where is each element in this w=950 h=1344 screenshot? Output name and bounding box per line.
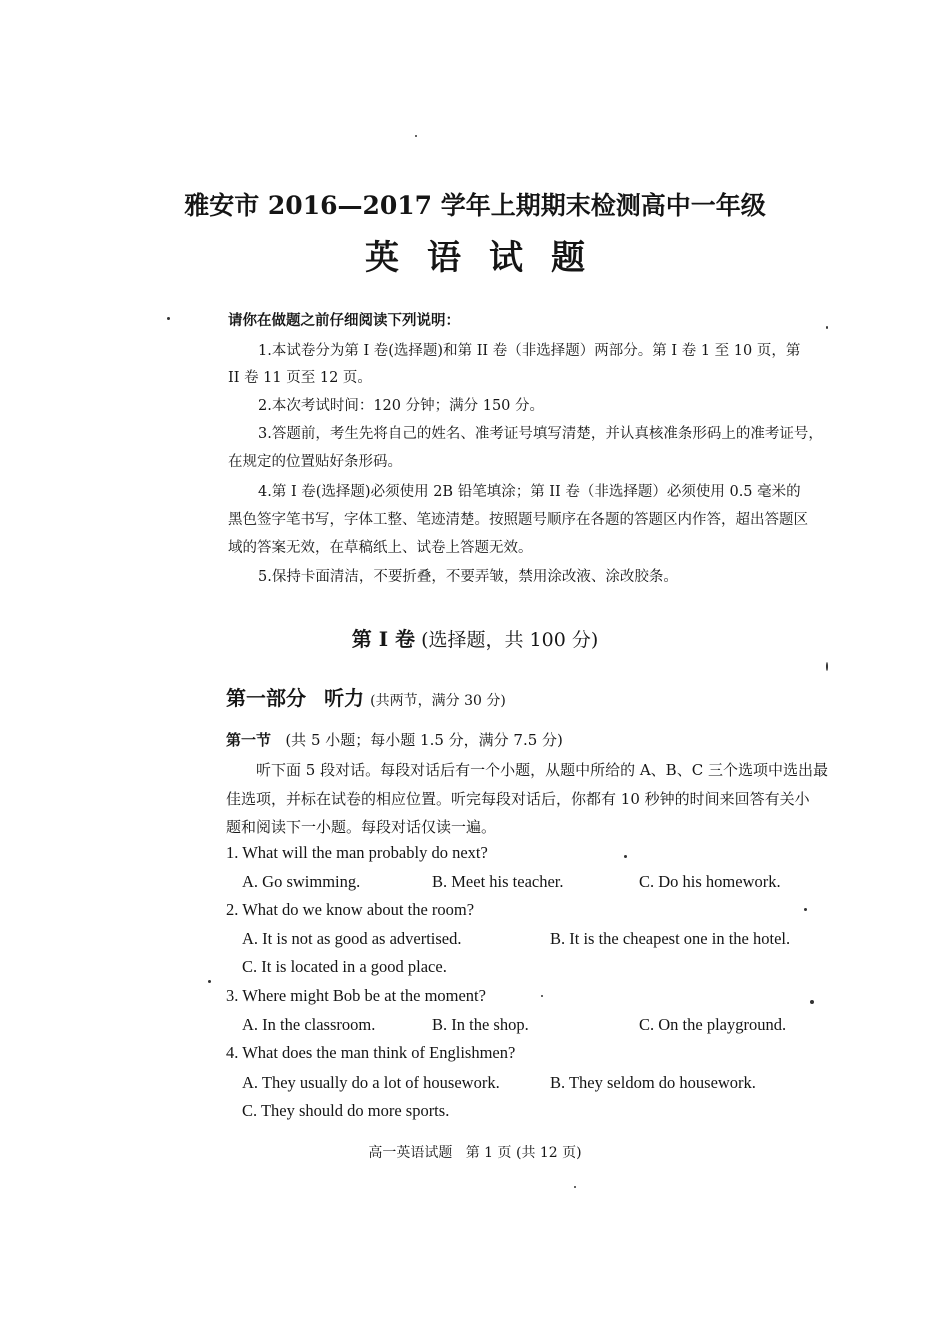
footer-subject: 高一英语试题 bbox=[368, 1145, 453, 1161]
scan-speck bbox=[541, 995, 543, 997]
volume-title: 第 I 卷 bbox=[351, 627, 416, 651]
scan-speck bbox=[624, 855, 627, 858]
scan-speck bbox=[574, 1186, 576, 1188]
directions-line: 题和阅读下一小题。每段对话仅读一遍。 bbox=[226, 818, 497, 836]
exam-title: 雅安市 2016—2017 学年上期期末检测高中一年级 bbox=[184, 191, 766, 220]
volume-heading bbox=[0, 623, 950, 652]
page-footer bbox=[0, 1142, 950, 1162]
section-note: (共 5 小题；每小题 1.5 分，满分 7.5 分) bbox=[285, 731, 563, 749]
answer-option: A. In the classroom. bbox=[242, 1015, 376, 1034]
instruction-line: 1.本试卷分为第 I 卷(选择题)和第 II 卷（非选择题）两部分。第 I 卷 1 至 10 页，第 bbox=[258, 343, 801, 359]
answer-option: C. It is located in a good place. bbox=[242, 957, 447, 976]
answer-option: B. It is the cheapest one in the hotel. bbox=[550, 929, 791, 948]
instruction-line: 5.保持卡面清洁，不要折叠，不要弄皱，禁用涂改液、涂改胶条。 bbox=[258, 569, 678, 585]
footer-page-number: 第 1 页 (共 12 页) bbox=[465, 1145, 582, 1161]
section-title: 第一节 bbox=[226, 731, 272, 749]
answer-option: B. Meet his teacher. bbox=[432, 872, 564, 891]
subject-title: 英语试题 bbox=[365, 238, 613, 278]
instruction-line: 域的答案无效，在草稿纸上、试卷上答题无效。 bbox=[228, 540, 533, 556]
instruction-line: 3.答题前，考生先将自己的姓名、准考证号填写清楚，并认真核准条形码上的准考证号， bbox=[258, 426, 823, 442]
scan-speck bbox=[810, 1000, 814, 1004]
question-stem: 2. What do we know about the room? bbox=[226, 900, 475, 919]
answer-option: C. They should do more sports. bbox=[242, 1101, 450, 1120]
answer-option: C. Do his homework. bbox=[639, 872, 781, 891]
question-stem: 1. What will the man probably do next? bbox=[226, 843, 488, 862]
section-heading bbox=[226, 729, 563, 750]
part-heading bbox=[226, 682, 506, 711]
directions-line: 听下面 5 段对话。每段对话后有一个小题，从题中所给的 A、B、C 三个选项中选出最 bbox=[256, 761, 828, 779]
instructions-heading: 请你在做题之前仔细阅读下列说明： bbox=[228, 312, 460, 329]
instruction-line: 黑色签字笔书写，字体工整、笔迹清楚。按照题号顺序在各题的答题区内作答，超出答题区 bbox=[228, 512, 808, 528]
instruction-line: 4.第 I 卷(选择题)必须使用 2B 铅笔填涂；第 II 卷（非选择题）必须使用 0.5 毫米的 bbox=[258, 484, 801, 500]
directions-line: 佳选项，并标在试卷的相应位置。听完每段对话后，你都有 10 秒钟的时间来回答有关小 bbox=[226, 790, 810, 808]
answer-option: C. On the playground. bbox=[639, 1015, 787, 1034]
answer-option: B. They seldom do housework. bbox=[550, 1073, 756, 1092]
answer-option: A. They usually do a lot of housework. bbox=[242, 1073, 500, 1092]
part-title: 第一部分 bbox=[226, 686, 306, 710]
answer-option: B. In the shop. bbox=[432, 1015, 529, 1034]
question-stem: 3. Where might Bob be at the moment? bbox=[226, 986, 486, 1005]
volume-subtitle: (选择题，共 100 分) bbox=[421, 629, 599, 651]
scan-speck bbox=[415, 135, 417, 137]
part-name: 听力 bbox=[324, 686, 365, 710]
instruction-line: 在规定的位置贴好条形码。 bbox=[228, 454, 402, 470]
scan-speck bbox=[208, 980, 211, 983]
scan-speck bbox=[826, 326, 828, 329]
instruction-line: II 卷 11 页至 12 页。 bbox=[228, 370, 372, 386]
instruction-line: 2.本次考试时间：120 分钟；满分 150 分。 bbox=[258, 398, 545, 414]
question-stem: 4. What does the man think of Englishmen? bbox=[226, 1043, 516, 1062]
answer-option: A. It is not as good as advertised. bbox=[242, 929, 462, 948]
scan-speck bbox=[826, 662, 828, 671]
scan-speck bbox=[167, 317, 170, 320]
part-note: (共两节，满分 30 分) bbox=[370, 693, 506, 709]
answer-option: A. Go swimming. bbox=[242, 872, 361, 891]
scan-speck bbox=[804, 908, 807, 911]
